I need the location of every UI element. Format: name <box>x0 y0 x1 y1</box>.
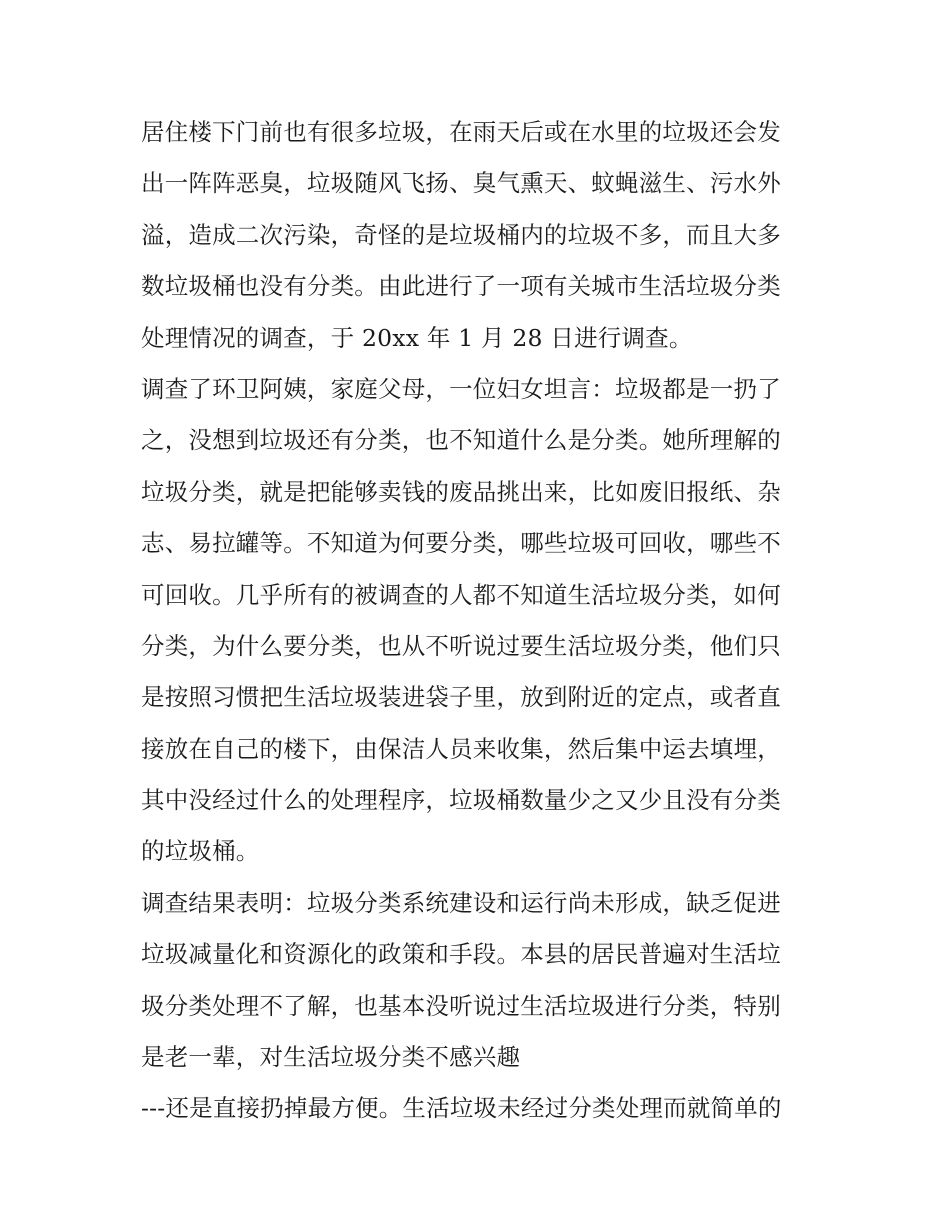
text-line: 是按照习惯把生活垃圾装进袋子里，放到附近的定点，或者直 <box>141 683 781 712</box>
text-line: 溢，造成二次污染，奇怪的是垃圾桶内的垃圾不多，而且大多 <box>141 220 781 249</box>
text-line: 的垃圾桶。 <box>141 837 260 866</box>
text-line: 出一阵阵恶臭，垃圾随风飞扬、臭气熏天、蚊蝇滋生、污水外 <box>141 169 781 198</box>
body-text <box>141 107 821 1135</box>
text-line: 垃圾分类，就是把能够卖钱的废品挑出来，比如废旧报纸、杂 <box>141 477 781 506</box>
text-line: 处理情况的调查，于 20xx 年 1 月 28 日进行调查。 <box>141 323 693 352</box>
text-line: 可回收。几乎所有的被调查的人都不知道生活垃圾分类，如何 <box>141 580 781 609</box>
text-line: 分类，为什么要分类，也从不听说过要生活垃圾分类，他们只 <box>141 631 781 660</box>
text-line: 调查结果表明：垃圾分类系统建设和运行尚未形成，缺乏促进 <box>141 888 781 917</box>
text-line: ---还是直接扔掉最方便。生活垃圾未经过分类处理而就简单的 <box>141 1094 782 1123</box>
text-line: 是老一辈，对生活垃圾分类不感兴趣 <box>141 1043 521 1072</box>
text-line: 垃圾减量化和资源化的政策和手段。本县的居民普遍对生活垃 <box>141 940 781 969</box>
text-line: 居住楼下门前也有很多垃圾，在雨天后或在水里的垃圾还会发 <box>141 118 781 146</box>
text-line: 调查了环卫阿姨，家庭父母，一位妇女坦言：垃圾都是一扔了 <box>141 374 781 403</box>
text-line: 数垃圾桶也没有分类。由此进行了一项有关城市生活垃圾分类 <box>141 272 781 301</box>
text-line: 之，没想到垃圾还有分类，也不知道什么是分类。她所理解的 <box>141 426 781 455</box>
text-line: 圾分类处理不了解，也基本没听说过生活垃圾进行分类，特别 <box>141 991 781 1020</box>
text-line: 接放在自己的楼下，由保洁人员来收集，然后集中运去填埋， <box>141 734 781 763</box>
text-line: 志、易拉罐等。不知道为何要分类，哪些垃圾可回收，哪些不 <box>141 529 781 558</box>
text-line: 其中没经过什么的处理程序，垃圾桶数量少之又少且没有分类 <box>141 786 781 815</box>
